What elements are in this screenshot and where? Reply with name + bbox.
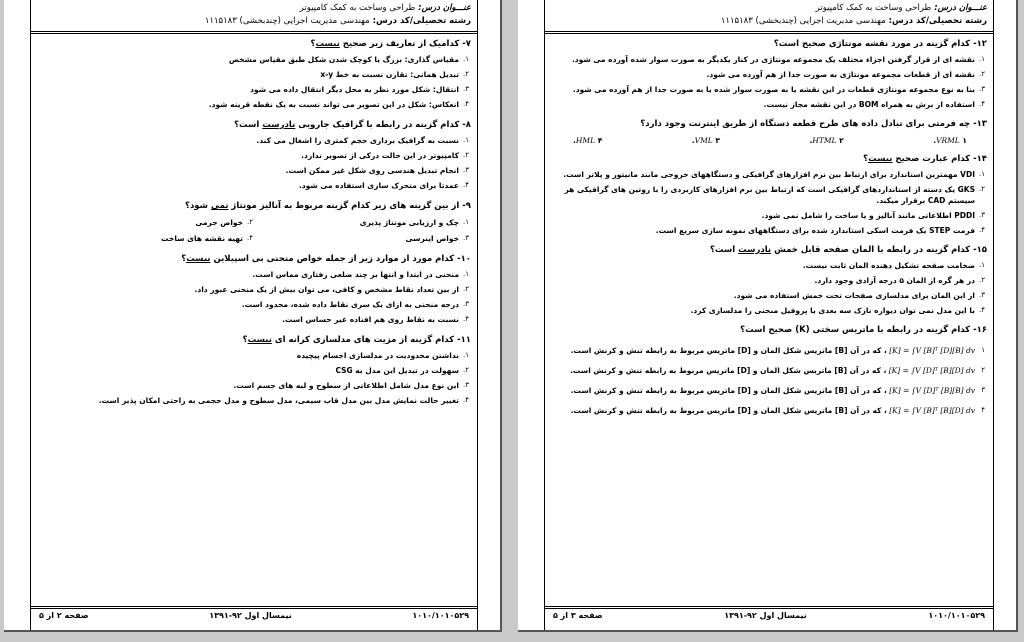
option-number: ۱. bbox=[463, 351, 469, 359]
option-number: ۴. bbox=[463, 315, 469, 323]
option-text: با این مدل نمی توان دیواره نازک سه بعدی یا پروفیل منحنی را مدلسازی کرد. bbox=[690, 306, 975, 315]
option-item bbox=[553, 169, 987, 180]
option-item bbox=[573, 136, 602, 145]
option-item bbox=[553, 275, 987, 286]
option-number: ۴. bbox=[573, 136, 603, 145]
option-text: خواص جرمی bbox=[195, 218, 243, 227]
question-stem: ۱۶- کدام گزینه در رابطه با ماتریس سختی (K) صحیح است؟ bbox=[740, 325, 987, 335]
option-item bbox=[553, 54, 987, 65]
option-text: منحنی در ابتدا و انتها بر چند ضلعی رفتاری مماس است. bbox=[252, 270, 459, 279]
option-item bbox=[39, 99, 471, 110]
footer-semester: نیمسال اول ۹۲-۱۳۹۱ bbox=[724, 611, 807, 620]
option-text: تهیه نقشه های ساخت bbox=[160, 234, 243, 243]
option-text: نداشتن محدودیت در مدلسازی اجسام پیچیده bbox=[296, 351, 459, 360]
option-row bbox=[39, 233, 471, 244]
page-frame bbox=[544, 0, 994, 630]
question-block bbox=[39, 200, 471, 244]
formula: [K] = ∫V [D]ᵀ [B][B] dv bbox=[889, 386, 975, 395]
option-item bbox=[553, 69, 987, 80]
option-text: استفاده از برش به همراه BOM در این نقشه مجاز نیست. bbox=[763, 100, 975, 109]
option-text: GKS یک دسته از استانداردهای گرافیکی است که ارتباط بین نرم افزارهای کاربردی را با روتین های گرافیکی هر سیستم CAD برقرار میکند. bbox=[564, 185, 975, 205]
question-text bbox=[553, 38, 987, 50]
option-number: ۱. bbox=[979, 55, 985, 63]
footer-page-number: صفحه ۲ از ۵ bbox=[39, 611, 89, 620]
question-block bbox=[553, 324, 987, 416]
option-number: ۴. bbox=[463, 181, 469, 189]
question-text bbox=[39, 200, 471, 212]
field-label: رشته تحصیلی/کد درس: bbox=[888, 16, 987, 26]
formula: [K] = ∫V [B]ᵀ [B][D] dv bbox=[889, 406, 975, 415]
formula: [K] = ∫V [B]ᵀ [D][B] dv bbox=[889, 346, 975, 355]
option-number: ۴ bbox=[981, 406, 985, 414]
option-text: خواص اینرسی bbox=[405, 234, 459, 243]
option-text: HTML bbox=[812, 136, 837, 145]
question-stem: ۸- کدام گزینه در رابطه با گرافیک جاروبی bbox=[295, 120, 471, 130]
option-row bbox=[553, 136, 987, 145]
option-text: مقیاس گذاری: بزرگ یا کوچک شدن شکل طبق مقیاس مشخص bbox=[228, 55, 459, 64]
exam-page-2 bbox=[4, 0, 502, 632]
question-emphasis: نیست bbox=[315, 39, 340, 49]
question-end: ؟ bbox=[310, 39, 316, 49]
question-text bbox=[39, 119, 471, 131]
option-text: کامپیوتر در این حالت درکی از تصویر ندارد. bbox=[301, 151, 459, 160]
course-title: طراحی وساخت به کمک کامپیوتر bbox=[815, 3, 932, 13]
option-text: ضخامت صفحه تشکیل دهنده المان ثابت نیست. bbox=[802, 261, 975, 270]
question-block bbox=[553, 38, 987, 110]
page-header bbox=[545, 0, 993, 28]
option-item bbox=[39, 165, 471, 176]
option-item bbox=[39, 69, 471, 80]
option-text: در هر گره از المان ۵ درجه آزادی وجود دارد. bbox=[814, 276, 975, 285]
option-text: VDI مهمترین استاندارد برای ارتباط بین نرم افزارهای گرافیکی و دستگاههای خروجی مانند مانیتور و پلاتر است. bbox=[563, 170, 975, 179]
option-number: ۲. bbox=[463, 70, 469, 78]
option-number: ۴. bbox=[247, 234, 253, 242]
option-item bbox=[39, 284, 471, 295]
question-stem: ۱۲- کدام گزینه در مورد نقشه مونتاژی صحیح است؟ bbox=[773, 39, 987, 49]
option-text: نسبت به گرافیک برداری حجم کمتری را اشغال می کند. bbox=[256, 136, 459, 145]
field-value: مهندسی مدیریت اجرایی (چندبخشی) ۱۱۱۵۱۸۳ bbox=[720, 16, 886, 26]
option-number: ۳. bbox=[463, 300, 469, 308]
option-item bbox=[39, 54, 471, 65]
formula-option bbox=[553, 405, 987, 416]
option-text: HML bbox=[575, 136, 596, 145]
question-end: است؟ bbox=[234, 120, 263, 130]
option-item bbox=[39, 299, 471, 310]
footer-page-number: صفحه ۳ از ۵ bbox=[553, 611, 603, 620]
question-stem: ۱۴- کدام عبارت صحیح bbox=[892, 154, 987, 164]
option-text: انتقال: شکل مورد نظر به محل دیگر انتقال داده می شود bbox=[250, 85, 459, 94]
option-item bbox=[692, 136, 720, 145]
option-item bbox=[553, 184, 987, 206]
option-number: ۲ bbox=[981, 366, 985, 374]
option-item bbox=[39, 269, 471, 280]
field-value: مهندسی مدیریت اجرایی (چندبخشی) ۱۱۱۵۱۸۳ bbox=[204, 16, 370, 26]
formula-option bbox=[553, 365, 987, 376]
option-number: ۲. bbox=[809, 136, 844, 145]
option-item bbox=[39, 314, 471, 325]
option-number: ۲. bbox=[247, 218, 253, 226]
question-emphasis: نادرست bbox=[738, 245, 772, 255]
option-item bbox=[255, 233, 471, 244]
option-number: ۳. bbox=[979, 211, 985, 219]
page-footer bbox=[31, 606, 477, 620]
questions-list bbox=[31, 34, 477, 406]
option-text: نقشه ای از قرار گرفتن اجزاء مختلف یک مجموعه مونتاژی در کنار یکدیگر به صورت سوار شده آورده می شود. bbox=[571, 55, 975, 64]
question-end: است؟ bbox=[709, 245, 739, 255]
footer-code: ۱۰۱۰/۱۰۱۰۵۲۹ bbox=[412, 611, 469, 620]
questions-list bbox=[545, 34, 993, 416]
option-item bbox=[553, 84, 987, 95]
formula-option bbox=[553, 345, 987, 356]
option-number: ۴. bbox=[979, 306, 985, 314]
option-text: PDDI اطلاعاتی مانند آنالیز و یا ساخت را شامل نمی شود. bbox=[761, 211, 975, 220]
option-item bbox=[553, 290, 987, 301]
option-item bbox=[39, 217, 255, 228]
option-number: ۳. bbox=[463, 234, 469, 242]
option-number: ۳. bbox=[463, 381, 469, 389]
question-text bbox=[39, 38, 471, 50]
option-item bbox=[39, 233, 255, 244]
question-stem: ۱۳- چه فرمتی برای تبادل داده های طرح قطعه دستگاه از طریق اینترنت وجود دارد؟ bbox=[640, 119, 987, 129]
question-block bbox=[39, 334, 471, 406]
option-item bbox=[39, 395, 471, 406]
option-text: ، که در آن [B] ماتریس شکل المان و [D] ماتریس مربوط به رابطه تنش و کرنش است. bbox=[570, 386, 887, 395]
option-item bbox=[933, 136, 967, 145]
option-text: انجام تبدیل هندسی روی شکل غیر ممکن است. bbox=[285, 166, 459, 175]
question-end: شود؟ bbox=[185, 201, 211, 211]
option-item bbox=[39, 150, 471, 161]
option-text: عمدتا برای متحرک سازی استفاده می شود. bbox=[298, 181, 459, 190]
option-number: ۱. bbox=[979, 261, 985, 269]
question-stem: ۱۰- کدام مورد از موارد زیر از جمله خواص منحنی بی اسپیلاین bbox=[210, 254, 471, 264]
option-number: ۲. bbox=[463, 366, 469, 374]
question-emphasis: نیست bbox=[868, 154, 893, 164]
exam-page-3 bbox=[518, 0, 1018, 632]
option-text: تغییر حالت نمایش مدل بین مدل قاب سیمی، مدل سطوح و مدل حجمی به راحتی امکان پذیر است. bbox=[98, 396, 459, 405]
question-block bbox=[553, 118, 987, 145]
option-number: ۲. bbox=[979, 276, 985, 284]
option-item bbox=[553, 210, 987, 221]
course-title: طراحی وساخت به کمک کامپیوتر bbox=[299, 3, 416, 13]
option-item bbox=[809, 136, 843, 145]
option-item bbox=[39, 135, 471, 146]
option-item bbox=[39, 380, 471, 391]
page-footer bbox=[545, 606, 993, 620]
option-text: VML bbox=[694, 136, 713, 145]
option-number: ۴. bbox=[463, 100, 469, 108]
course-label: عنـــوان درس: bbox=[934, 3, 987, 13]
option-number: ۲. bbox=[463, 285, 469, 293]
option-item bbox=[553, 99, 987, 110]
option-number: ۲. bbox=[979, 70, 985, 78]
option-text: تبدیل همانی: تقارن نسبت به خط x-y bbox=[320, 70, 459, 79]
question-end: ؟ bbox=[181, 254, 187, 264]
option-number: ۳ bbox=[981, 386, 985, 394]
option-number: ۲. bbox=[979, 185, 985, 193]
option-row bbox=[39, 217, 471, 228]
question-block bbox=[553, 153, 987, 236]
option-text: VRML bbox=[936, 136, 960, 145]
option-text: نقشه ای از قطعات مجموعه مونتاژی به صورت جدا از هم آورده می شود. bbox=[706, 70, 975, 79]
question-stem: ۱۵- کدام گزینه در رابطه با المان صفحه قابل خمش bbox=[771, 245, 987, 255]
question-text bbox=[39, 253, 471, 265]
question-block bbox=[553, 244, 987, 316]
option-item bbox=[255, 217, 471, 228]
option-text: درجه منحنی به ازای یک سری نقاط داده شده، محدود است. bbox=[241, 300, 459, 309]
option-number: ۱. bbox=[463, 218, 469, 226]
option-text: ، که در آن [B] ماتریس شکل المان و [D] ماتریس مربوط به رابطه تنش و کرنش است. bbox=[570, 346, 887, 355]
question-emphasis: نیست bbox=[247, 335, 272, 345]
field-label: رشته تحصیلی/کد درس: bbox=[372, 16, 471, 26]
option-text: ، که در آن [B] ماتریس شکل المان و [D] ماتریس مربوط به رابطه تنش و کرنش است. bbox=[570, 406, 887, 415]
option-text: بنا به نوع مجموعه مونتاژی قطعات در این نقشه یا به صورت سوار شده یا به صورت جدا از هم آورده می شود. bbox=[572, 85, 975, 94]
question-text bbox=[553, 153, 987, 165]
option-text: از این المان برای مدلسازی صفحات تحت خمش استفاده می شود. bbox=[733, 291, 975, 300]
question-end: ؟ bbox=[242, 335, 248, 345]
option-number: ۱. bbox=[463, 136, 469, 144]
option-number: ۳. bbox=[463, 85, 469, 93]
option-number: ۳. bbox=[979, 291, 985, 299]
option-item bbox=[39, 180, 471, 191]
option-item bbox=[553, 225, 987, 236]
page-header bbox=[31, 0, 477, 28]
question-text bbox=[553, 118, 987, 130]
option-text: انعکاس: شکل در این تصویر می تواند نسبت به یک نقطه قرینه شود. bbox=[208, 100, 459, 109]
option-item bbox=[553, 260, 987, 271]
page-frame bbox=[30, 0, 478, 630]
option-text: سهولت در تبدیل این مدل به CSG bbox=[335, 366, 459, 375]
option-number: ۴. bbox=[979, 100, 985, 108]
option-number: ۱. bbox=[933, 136, 967, 145]
option-number: ۳. bbox=[691, 136, 720, 145]
option-text: از بین تعداد نقاط مشخص و کافی، می توان بیش از یک منحنی عبور داد. bbox=[194, 285, 459, 294]
option-number: ۴. bbox=[979, 226, 985, 234]
question-stem: ۹- از بین گزینه های زیر کدام گزینه مربوط به آنالیز مونتاژ bbox=[228, 201, 471, 211]
option-number: ۲. bbox=[463, 151, 469, 159]
question-block bbox=[39, 38, 471, 110]
option-number: ۳. bbox=[979, 85, 985, 93]
option-number: ۱ bbox=[981, 346, 985, 354]
question-text bbox=[553, 244, 987, 256]
option-item bbox=[39, 84, 471, 95]
question-emphasis: نادرست bbox=[262, 120, 296, 130]
question-text bbox=[553, 324, 987, 336]
question-text bbox=[39, 334, 471, 346]
option-text: نسبت به نقاط روی هم افتاده غیر حساس است. bbox=[282, 315, 459, 324]
footer-code: ۱۰۱۰/۱۰۱۰۵۲۹ bbox=[928, 611, 985, 620]
question-block bbox=[39, 253, 471, 325]
option-number: ۳. bbox=[463, 166, 469, 174]
question-block bbox=[39, 119, 471, 191]
question-stem: ۷- کدامیک از تعاریف زیر صحیح bbox=[339, 39, 471, 49]
option-text: فرمت STEP یک فرمت اسکی استاندارد شده برای دستگاههای نمونه سازی سریع است. bbox=[655, 226, 975, 235]
option-text: این نوع مدل شامل اطلاعاتی از سطوح و لبه های جسم است. bbox=[233, 381, 459, 390]
question-emphasis: نمی bbox=[210, 201, 229, 211]
option-number: ۱. bbox=[979, 170, 985, 178]
option-item bbox=[39, 365, 471, 376]
course-label: عنـــوان درس: bbox=[418, 3, 471, 13]
formula: [K] = ∫V [D]ᵀ [B][D] dv bbox=[888, 366, 975, 375]
option-text: چک و ارزیابی مونتاژ پذیری bbox=[359, 218, 459, 227]
question-end: ؟ bbox=[863, 154, 869, 164]
footer-semester: نیمسال اول ۹۲-۱۳۹۱ bbox=[209, 611, 292, 620]
option-number: ۴. bbox=[463, 396, 469, 404]
option-item bbox=[39, 350, 471, 361]
formula-option bbox=[553, 385, 987, 396]
option-number: ۱. bbox=[463, 270, 469, 278]
option-item bbox=[553, 305, 987, 316]
question-stem: ۱۱- کدام گزینه از مزیت های مدلسازی کرانه ای bbox=[271, 335, 471, 345]
option-text: ، که در آن [B] ماتریس شکل المان و [D] ماتریس مربوط به رابطه تنش و کرنش است. bbox=[570, 366, 887, 375]
question-emphasis: نیست bbox=[186, 254, 211, 264]
option-number: ۱. bbox=[463, 55, 469, 63]
